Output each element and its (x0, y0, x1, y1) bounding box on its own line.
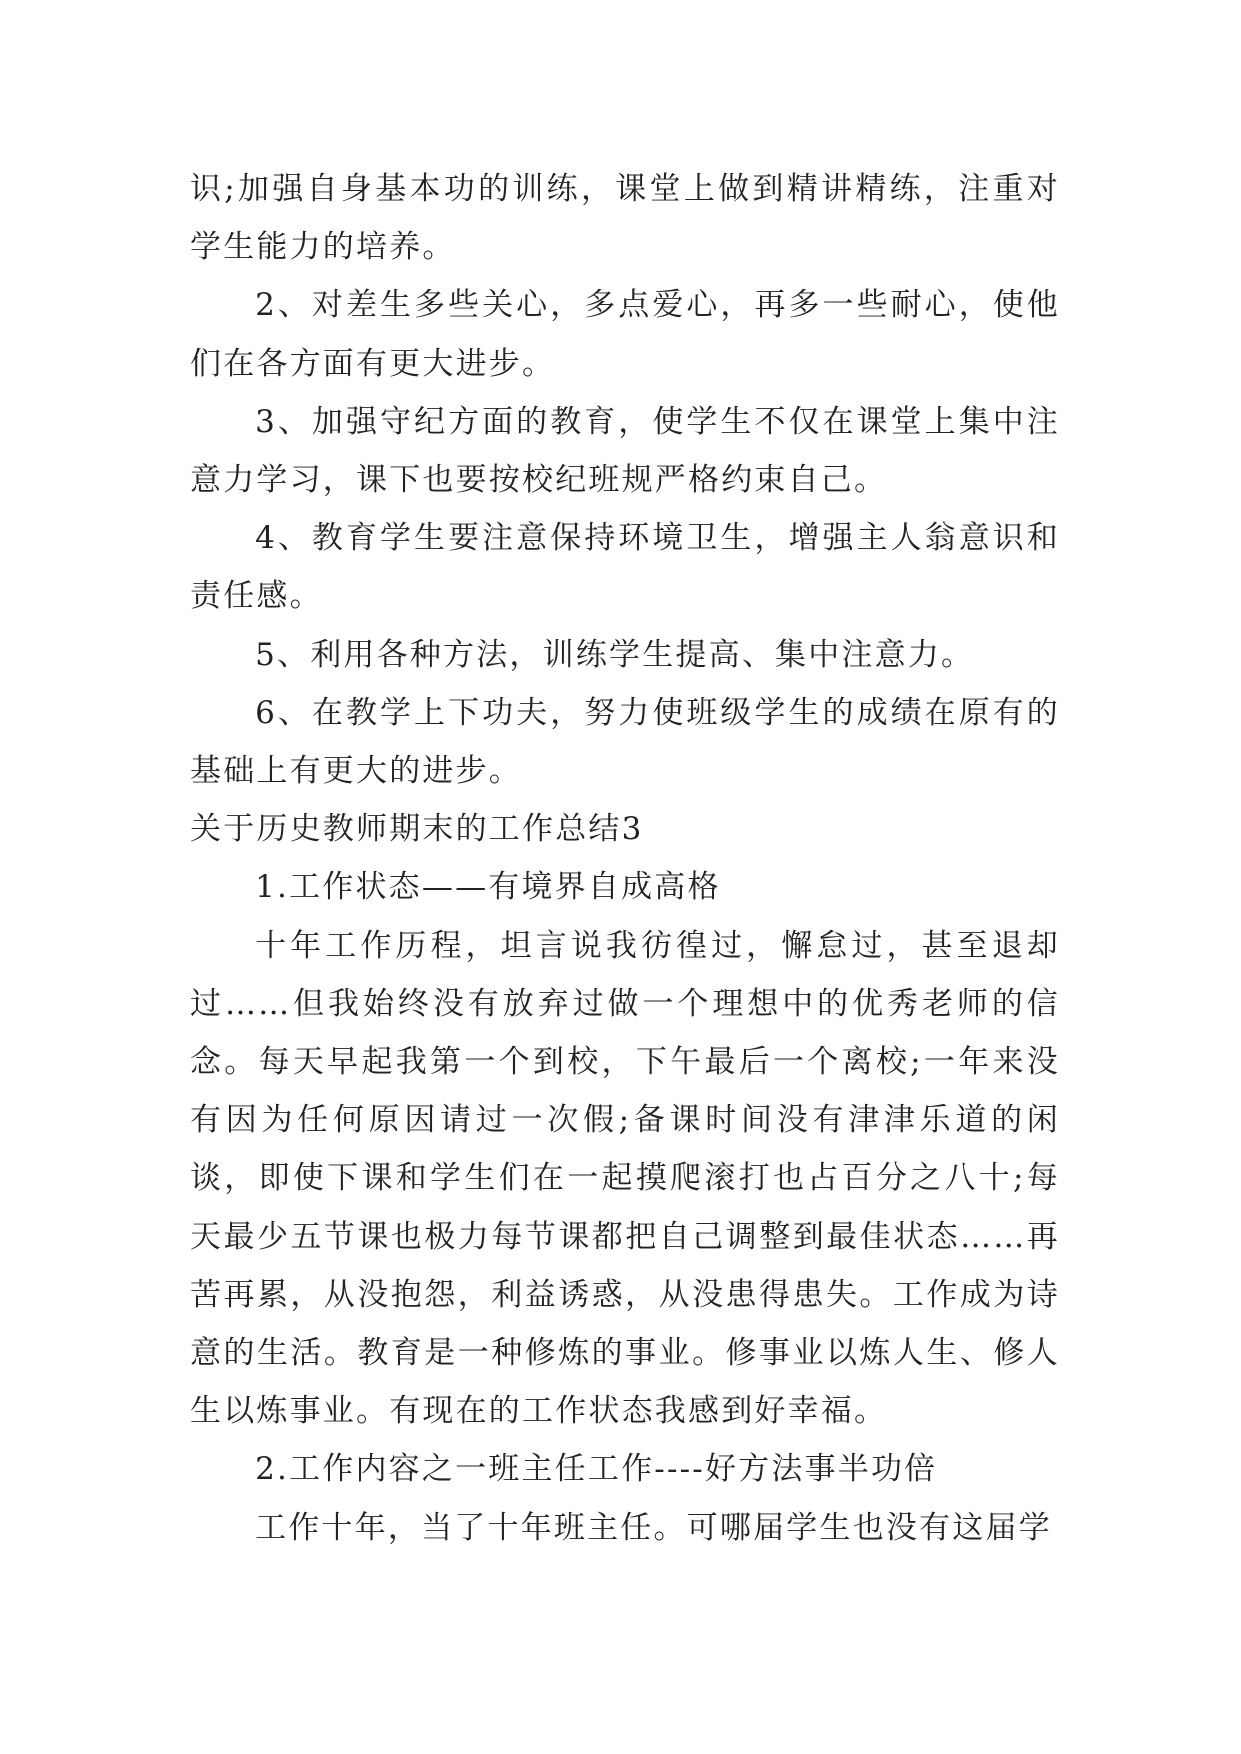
subheading-head-teacher: 2.工作内容之一班主任工作----好方法事半功倍 (255, 1451, 938, 1488)
paragraph-item-3: 3、加强守纪方面的教育，使学生不仅在课堂上集中注意力学习，课下也要按校纪班规严格约束自己。 (190, 403, 1060, 499)
document-body (190, 160, 1060, 1557)
paragraph-item-5: 5、利用各种方法，训练学生提高、集中注意力。 (255, 636, 975, 673)
section-heading: 关于历史教师期末的工作总结3 (190, 811, 644, 848)
paragraph-item-4: 4、教育学生要注意保持环境卫生，增强主人翁意识和责任感。 (190, 520, 1060, 615)
paragraph-work-status: 十年工作历程，坦言说我彷徨过，懈怠过，甚至退却过……但我始终没有放弃过做一个理想中的优秀老师的信念。每天早起我第一个到校，下午最后一个离校;一年来没有因为任何原因请过一次假;备课时间没有津津乐道的闲谈，即使下课和学生们在一起摸爬滚打也占百分之八十;每天最少五节课也极力每节课都把自己调整到最佳状态……再苦再累，从没抱怨，利益诱惑，从没患得患失。工作成为诗意的生活。教育是一种修炼的事业。修事业以炼人生、修人生以炼事业。有现在的工作状态我感到好幸福。 (190, 927, 1060, 1430)
paragraph-continued: 识;加强自身基本功的训练，课堂上做到精讲精练，注重对学生能力的培养。 (190, 171, 1060, 266)
paragraph-item-6: 6、在教学上下功夫，努力使班级学生的成绩在原有的基础上有更大的进步。 (190, 694, 1060, 790)
paragraph-head-teacher: 工作十年，当了十年班主任。可哪届学生也没有这届学 (255, 1509, 1052, 1546)
subheading-work-status: 1.工作状态——有境界自成高格 (255, 869, 721, 906)
paragraph-item-2: 2、对差生多些关心，多点爱心，再多一些耐心，使他们在各方面有更大进步。 (190, 287, 1060, 382)
